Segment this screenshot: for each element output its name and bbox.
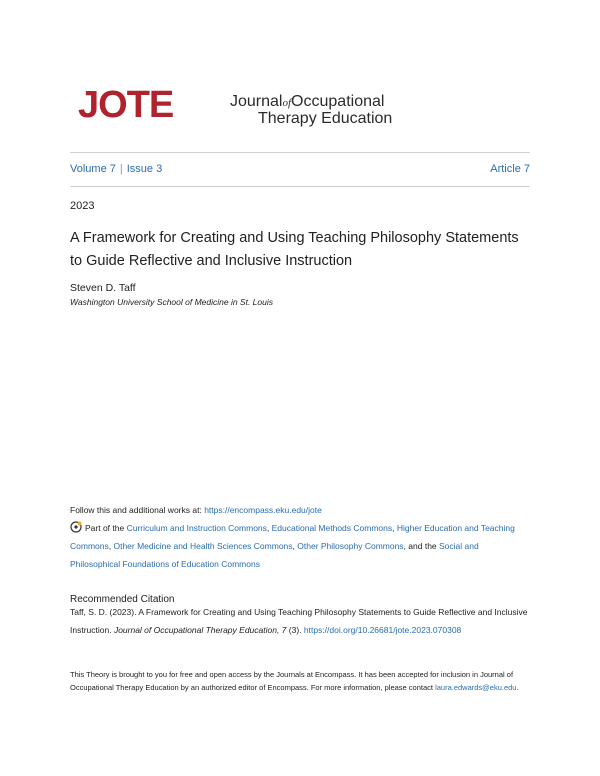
doi-link[interactable]: https://doi.org/10.26681/jote.2023.070308 — [303, 625, 462, 635]
article-title: A Framework for Creating and Using Teaching Philosophy Statements to Guide Reflective and Inclusive Instruction — [70, 230, 519, 269]
commons-link[interactable]: Higher Education and Teaching Commons — [70, 523, 515, 551]
separator: | — [119, 163, 123, 175]
journal-line2: Therapy Education — [258, 110, 393, 127]
commons-link[interactable]: Social and Philosophical Foundations of Education Commons — [70, 541, 479, 569]
part-of-commons: Part of the Curriculum and Instruction Commons, Educational Methods Commons, Higher Education and Teaching Commons, Other Medicine and Health Sciences Commons, Other Philosophy Commons, and the Social and Philosophical Foundations of Education Commons — [70, 523, 515, 569]
citation-heading: Recommended Citation — [70, 594, 175, 605]
access-notice: This Theory is brought to you for free and open access by the Journals at Encompass. It has been accepted for inclusion in Journal of Occupational Therapy Education by an authorized editor of Encompass. For more information, please contact laura.edwards@eku.edu. — [70, 670, 519, 692]
contact-email-link[interactable]: laura.edwards@eku.edu — [435, 683, 517, 692]
commons-link[interactable]: Curriculum and Instruction Commons — [126, 523, 267, 533]
journal-line1: JournalofOccupational — [230, 93, 385, 110]
commons-link[interactable]: Other Medicine and Health Sciences Commons — [113, 541, 293, 551]
article-link[interactable]: Article 7 — [490, 163, 530, 175]
affiliation: Washington University School of Medicine in St. Louis — [70, 297, 273, 307]
top-divider — [70, 152, 530, 153]
volume-issue — [70, 163, 162, 175]
volume-link[interactable]: Volume 7 — [70, 163, 116, 175]
citation-body: Taff, S. D. (2023). A Framework for Creating and Using Teaching Philosophy Statements to Guide Reflective and Inclusive Instruction. Journal of Occupational Therapy Education, 7 (3). https://doi.org/10.26681/jote.2023.070308 — [70, 607, 528, 635]
issue-link[interactable]: Issue 3 — [126, 163, 163, 175]
year: 2023 — [70, 200, 95, 212]
author: Steven D. Taff — [70, 282, 136, 294]
repository-link[interactable]: https://encompass.eku.edu/jote — [204, 505, 322, 515]
commons-link[interactable]: Educational Methods Commons — [271, 523, 393, 533]
network-icon — [70, 521, 82, 533]
commons-link[interactable]: Other Philosophy Commons — [297, 541, 404, 551]
jote-logo: JOTE — [78, 84, 174, 126]
journal-name — [230, 94, 392, 127]
bottom-divider — [70, 186, 530, 187]
follow-line: Follow this and additional works at: https://encompass.eku.edu/jote — [70, 505, 322, 515]
